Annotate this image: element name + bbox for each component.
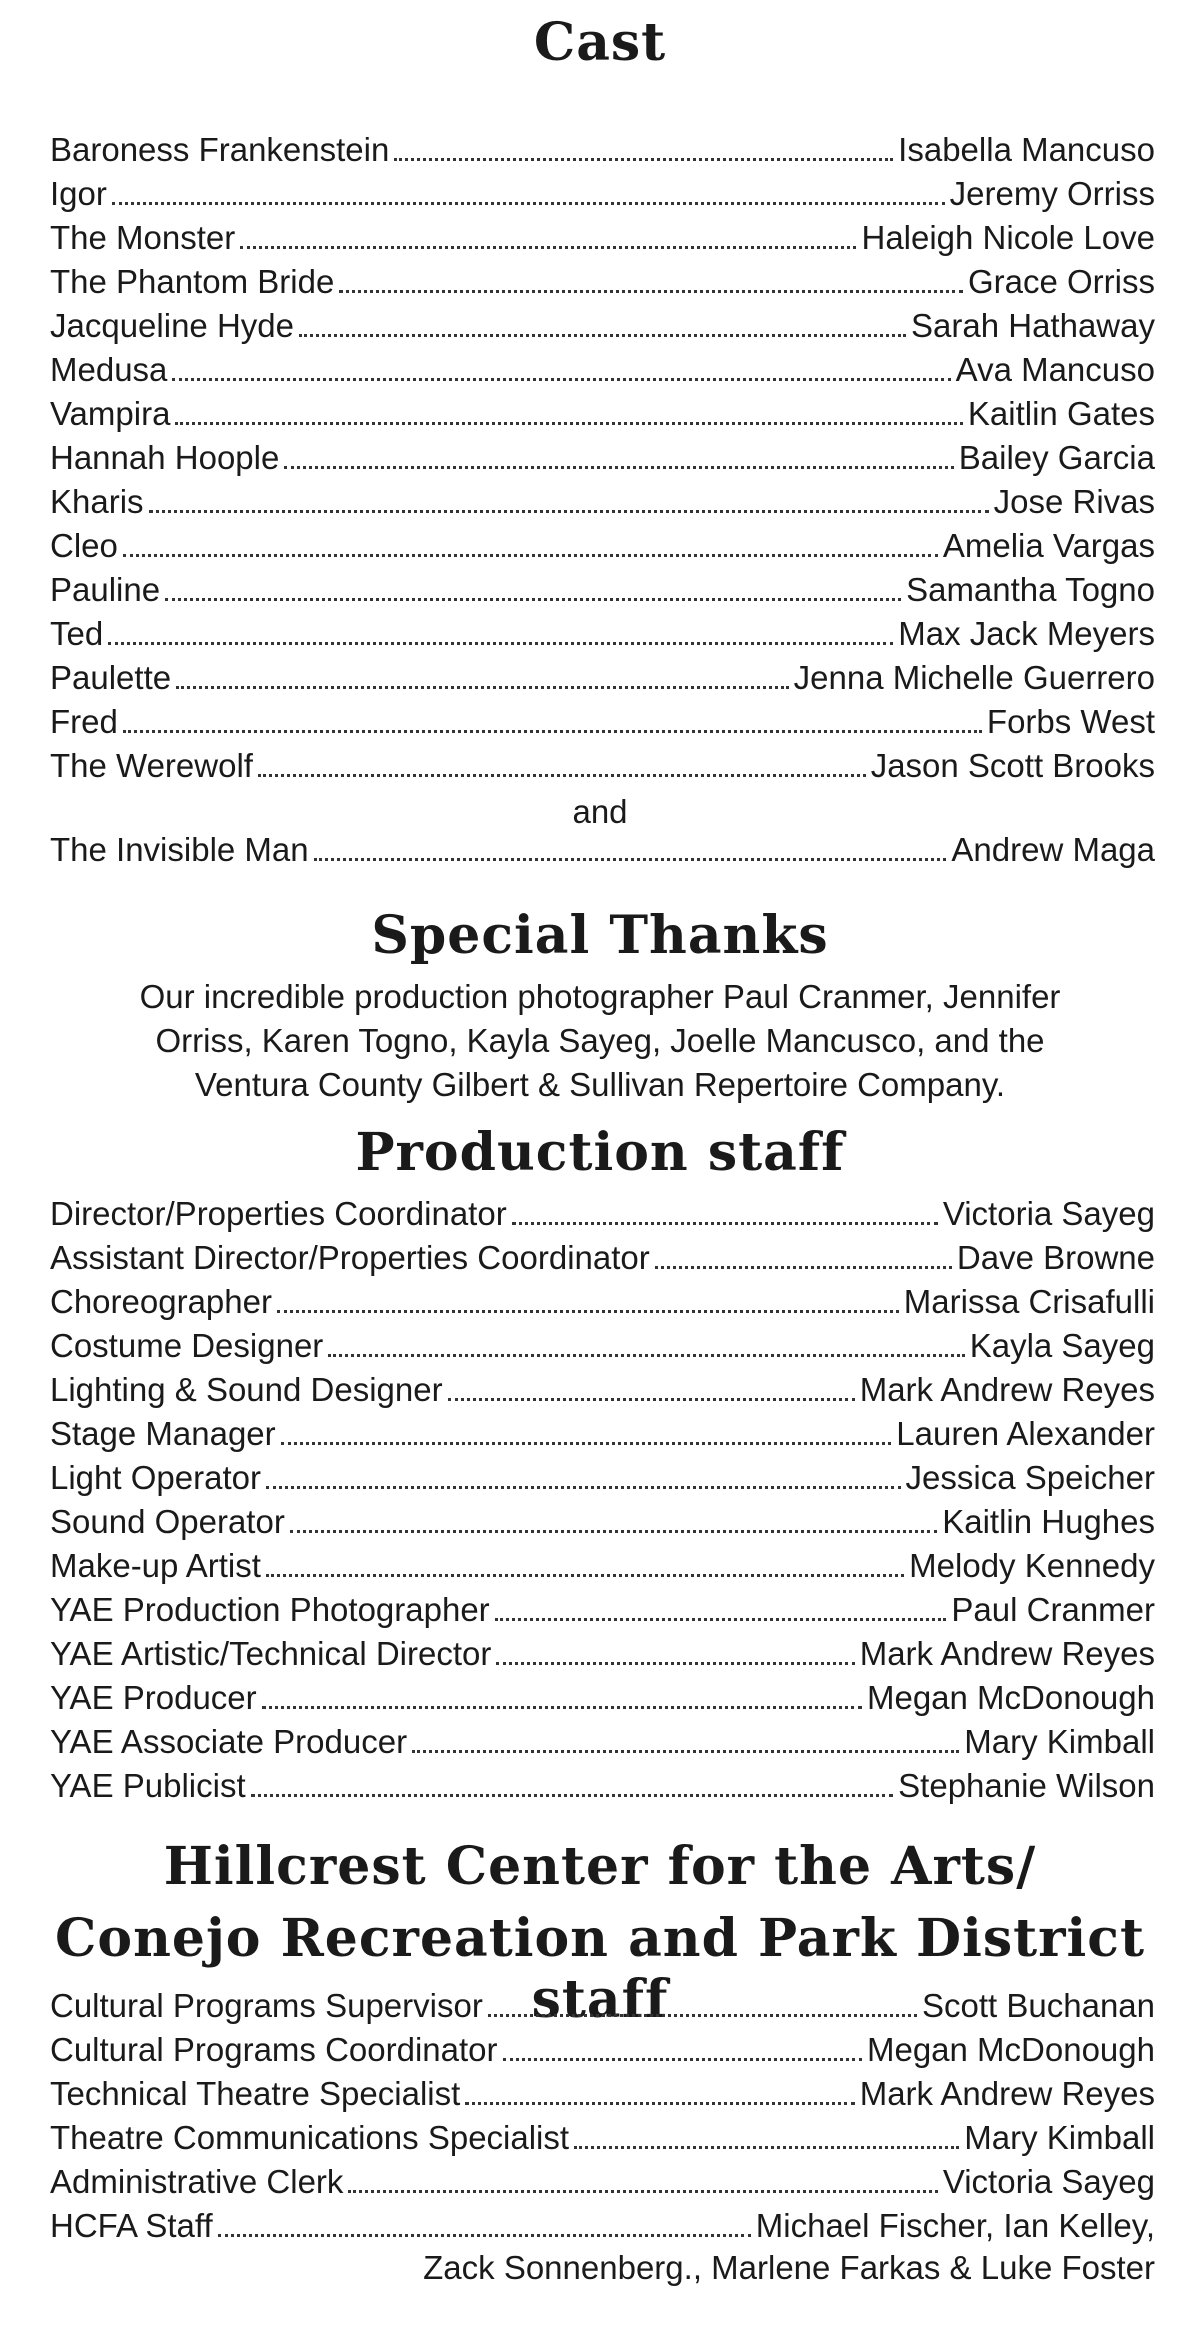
role-label: Medusa bbox=[50, 351, 168, 388]
thanks-line: Ventura County Gilbert & Sullivan Repertoire Company. bbox=[194, 1066, 1006, 1103]
cast-row bbox=[50, 610, 1155, 654]
cast-row bbox=[50, 478, 1155, 522]
dot-leader bbox=[172, 378, 950, 381]
dot-leader bbox=[503, 2058, 862, 2061]
staff-name: Mary Kimball bbox=[964, 1723, 1155, 1760]
role-label: Igor bbox=[50, 175, 107, 212]
cast-row bbox=[50, 434, 1155, 478]
role-label: Director/Properties Coordinator bbox=[50, 1195, 507, 1232]
staff-row bbox=[50, 1982, 1155, 2026]
staff-row bbox=[50, 1366, 1155, 1410]
staff-name: Dave Browne bbox=[956, 1239, 1155, 1276]
role-label: Administrative Clerk bbox=[50, 2163, 344, 2200]
staff-name: Kayla Sayeg bbox=[969, 1327, 1155, 1364]
staff-name: Melody Kennedy bbox=[909, 1547, 1155, 1584]
role-label: Pauline bbox=[50, 571, 161, 608]
cast-row bbox=[50, 698, 1155, 742]
cast-row bbox=[50, 654, 1155, 698]
staff-row bbox=[50, 1542, 1155, 1586]
staff-name: Paul Cranmer bbox=[951, 1591, 1155, 1628]
and-text: and bbox=[572, 793, 628, 830]
staff-name: Victoria Sayeg bbox=[942, 2163, 1155, 2200]
dot-leader bbox=[240, 246, 856, 249]
dot-leader bbox=[299, 334, 906, 337]
dot-leader bbox=[290, 1530, 937, 1533]
cast-row bbox=[50, 170, 1155, 214]
dot-leader bbox=[328, 1354, 964, 1357]
cast-row bbox=[50, 126, 1155, 170]
cast-row bbox=[50, 390, 1155, 434]
dot-leader bbox=[488, 2014, 917, 2017]
dot-leader bbox=[284, 466, 953, 469]
staff-row bbox=[50, 1630, 1155, 1674]
performer-name: Grace Orriss bbox=[967, 263, 1155, 300]
role-label: Choreographer bbox=[50, 1283, 272, 1320]
hcfa-heading-line2: Conejo Recreation and Park District staff bbox=[55, 1908, 1145, 2030]
performer-name: Kaitlin Gates bbox=[967, 395, 1155, 432]
cast-row bbox=[50, 742, 1155, 786]
staff-name: Megan McDonough bbox=[866, 1679, 1155, 1716]
role-label: YAE Production Photographer bbox=[50, 1591, 490, 1628]
staff-name: Stephanie Wilson bbox=[898, 1767, 1155, 1804]
role-label: Kharis bbox=[50, 483, 144, 520]
dot-leader bbox=[262, 1706, 862, 1709]
performer-name: Haleigh Nicole Love bbox=[861, 219, 1155, 256]
dot-leader bbox=[123, 554, 938, 557]
dot-leader bbox=[258, 774, 866, 777]
dot-leader bbox=[655, 1266, 952, 1269]
role-label: Light Operator bbox=[50, 1459, 261, 1496]
role-label: The Monster bbox=[50, 219, 236, 256]
role-label: Cleo bbox=[50, 527, 118, 564]
hcfa-heading-line1: Hillcrest Center for the Arts/ bbox=[163, 1836, 1037, 1897]
role-label: Cultural Programs Supervisor bbox=[50, 1987, 483, 2024]
dot-leader bbox=[348, 2190, 937, 2193]
cast-row bbox=[50, 826, 1155, 870]
performer-name: Jenna Michelle Guerrero bbox=[793, 659, 1155, 696]
staff-name: Mark Andrew Reyes bbox=[859, 2075, 1155, 2112]
performer-name: Andrew Maga bbox=[951, 831, 1155, 868]
staff-name: Jessica Speicher bbox=[905, 1459, 1155, 1496]
dot-leader bbox=[495, 1618, 947, 1621]
dot-leader bbox=[251, 1794, 894, 1797]
performer-name: Jeremy Orriss bbox=[949, 175, 1155, 212]
cast-row bbox=[50, 302, 1155, 346]
staff-row bbox=[50, 1586, 1155, 1630]
role-label: HCFA Staff bbox=[50, 2207, 213, 2244]
special-thanks-heading: Special Thanks bbox=[371, 905, 829, 966]
role-label: Fred bbox=[50, 703, 118, 740]
staff-row bbox=[50, 1410, 1155, 1454]
dot-leader bbox=[496, 1662, 854, 1665]
staff-name: Lauren Alexander bbox=[896, 1415, 1155, 1452]
role-label: The Invisible Man bbox=[50, 831, 309, 868]
staff-name: Kaitlin Hughes bbox=[942, 1503, 1155, 1540]
role-label: YAE Artistic/Technical Director bbox=[50, 1635, 492, 1672]
role-label: Cultural Programs Coordinator bbox=[50, 2031, 498, 2068]
thanks-line: Our incredible production photographer Paul Cranmer, Jennifer bbox=[139, 978, 1061, 1015]
staff-name: Mark Andrew Reyes bbox=[859, 1635, 1155, 1672]
staff-row bbox=[50, 2114, 1155, 2158]
staff-row bbox=[50, 2158, 1155, 2202]
dot-leader bbox=[175, 422, 962, 425]
cast-row bbox=[50, 566, 1155, 610]
cast-row bbox=[50, 258, 1155, 302]
role-label: The Werewolf bbox=[50, 747, 253, 784]
dot-leader bbox=[149, 510, 989, 513]
role-label: Baroness Frankenstein bbox=[50, 131, 390, 168]
performer-name: Sarah Hathaway bbox=[911, 307, 1155, 344]
staff-row bbox=[50, 1674, 1155, 1718]
staff-name: Marissa Crisafulli bbox=[903, 1283, 1155, 1320]
role-label: Jacqueline Hyde bbox=[50, 307, 294, 344]
dot-leader bbox=[339, 290, 963, 293]
staff-name: Michael Fischer, Ian Kelley, bbox=[755, 2207, 1155, 2244]
performer-name: Isabella Mancuso bbox=[898, 131, 1155, 168]
dot-leader bbox=[448, 1398, 855, 1401]
dot-leader bbox=[165, 598, 901, 601]
staff-name: Scott Buchanan bbox=[922, 1987, 1155, 2024]
staff-row bbox=[50, 2026, 1155, 2070]
role-label: Vampira bbox=[50, 395, 171, 432]
performer-name: Jason Scott Brooks bbox=[870, 747, 1155, 784]
role-label: Sound Operator bbox=[50, 1503, 285, 1540]
dot-leader bbox=[412, 1750, 959, 1753]
staff-row bbox=[50, 1762, 1155, 1806]
role-label: YAE Associate Producer bbox=[50, 1723, 408, 1760]
dot-leader bbox=[281, 1442, 892, 1445]
dot-leader bbox=[266, 1486, 901, 1489]
dot-leader bbox=[266, 1574, 904, 1577]
performer-name: Bailey Garcia bbox=[958, 439, 1155, 476]
role-label: Lighting & Sound Designer bbox=[50, 1371, 443, 1408]
staff-row bbox=[50, 1190, 1155, 1234]
staff-row bbox=[50, 1498, 1155, 1542]
dot-leader bbox=[314, 858, 947, 861]
staff-row bbox=[50, 2202, 1155, 2246]
thanks-line: Orriss, Karen Togno, Kayla Sayeg, Joelle Mancusco, and the bbox=[155, 1022, 1045, 1059]
staff-row bbox=[50, 1278, 1155, 1322]
role-label: Assistant Director/Properties Coordinator bbox=[50, 1239, 650, 1276]
performer-name: Amelia Vargas bbox=[942, 527, 1155, 564]
staff-row bbox=[50, 1454, 1155, 1498]
dot-leader bbox=[574, 2146, 959, 2149]
cast-row bbox=[50, 214, 1155, 258]
staff-name: Megan McDonough bbox=[866, 2031, 1155, 2068]
dot-leader bbox=[218, 2234, 751, 2237]
cast-heading: Cast bbox=[533, 12, 667, 73]
staff-row bbox=[50, 2070, 1155, 2114]
role-label: The Phantom Bride bbox=[50, 263, 335, 300]
staff-name: Victoria Sayeg bbox=[942, 1195, 1155, 1232]
dot-leader bbox=[176, 686, 789, 689]
role-label: Technical Theatre Specialist bbox=[50, 2075, 461, 2112]
role-label: YAE Publicist bbox=[50, 1767, 246, 1804]
dot-leader bbox=[112, 202, 945, 205]
staff-name: Mark Andrew Reyes bbox=[859, 1371, 1155, 1408]
role-label: Stage Manager bbox=[50, 1415, 276, 1452]
role-label: Costume Designer bbox=[50, 1327, 324, 1364]
performer-name: Jose Rivas bbox=[993, 483, 1155, 520]
production-staff-heading: Production staff bbox=[355, 1122, 845, 1183]
dot-leader bbox=[512, 1222, 938, 1225]
staff-row bbox=[50, 1718, 1155, 1762]
role-label: YAE Producer bbox=[50, 1679, 257, 1716]
role-label: Make-up Artist bbox=[50, 1547, 261, 1584]
staff-name: Mary Kimball bbox=[964, 2119, 1155, 2156]
cast-row bbox=[50, 522, 1155, 566]
role-label: Paulette bbox=[50, 659, 172, 696]
role-label: Theatre Communications Specialist bbox=[50, 2119, 570, 2156]
staff-row bbox=[50, 1234, 1155, 1278]
performer-name: Ava Mancuso bbox=[955, 351, 1155, 388]
role-label: Ted bbox=[50, 615, 104, 652]
dot-leader bbox=[394, 158, 893, 161]
dot-leader bbox=[277, 1310, 899, 1313]
staff-name-continuation: Zack Sonnenberg., Marlene Farkas & Luke Foster bbox=[423, 2249, 1155, 2286]
role-label: Hannah Hoople bbox=[50, 439, 280, 476]
performer-name: Max Jack Meyers bbox=[898, 615, 1155, 652]
cast-row bbox=[50, 346, 1155, 390]
staff-row bbox=[50, 1322, 1155, 1366]
performer-name: Forbs West bbox=[986, 703, 1155, 740]
performer-name: Samantha Togno bbox=[906, 571, 1155, 608]
dot-leader bbox=[123, 730, 982, 733]
dot-leader bbox=[465, 2102, 854, 2105]
dot-leader bbox=[108, 642, 893, 645]
